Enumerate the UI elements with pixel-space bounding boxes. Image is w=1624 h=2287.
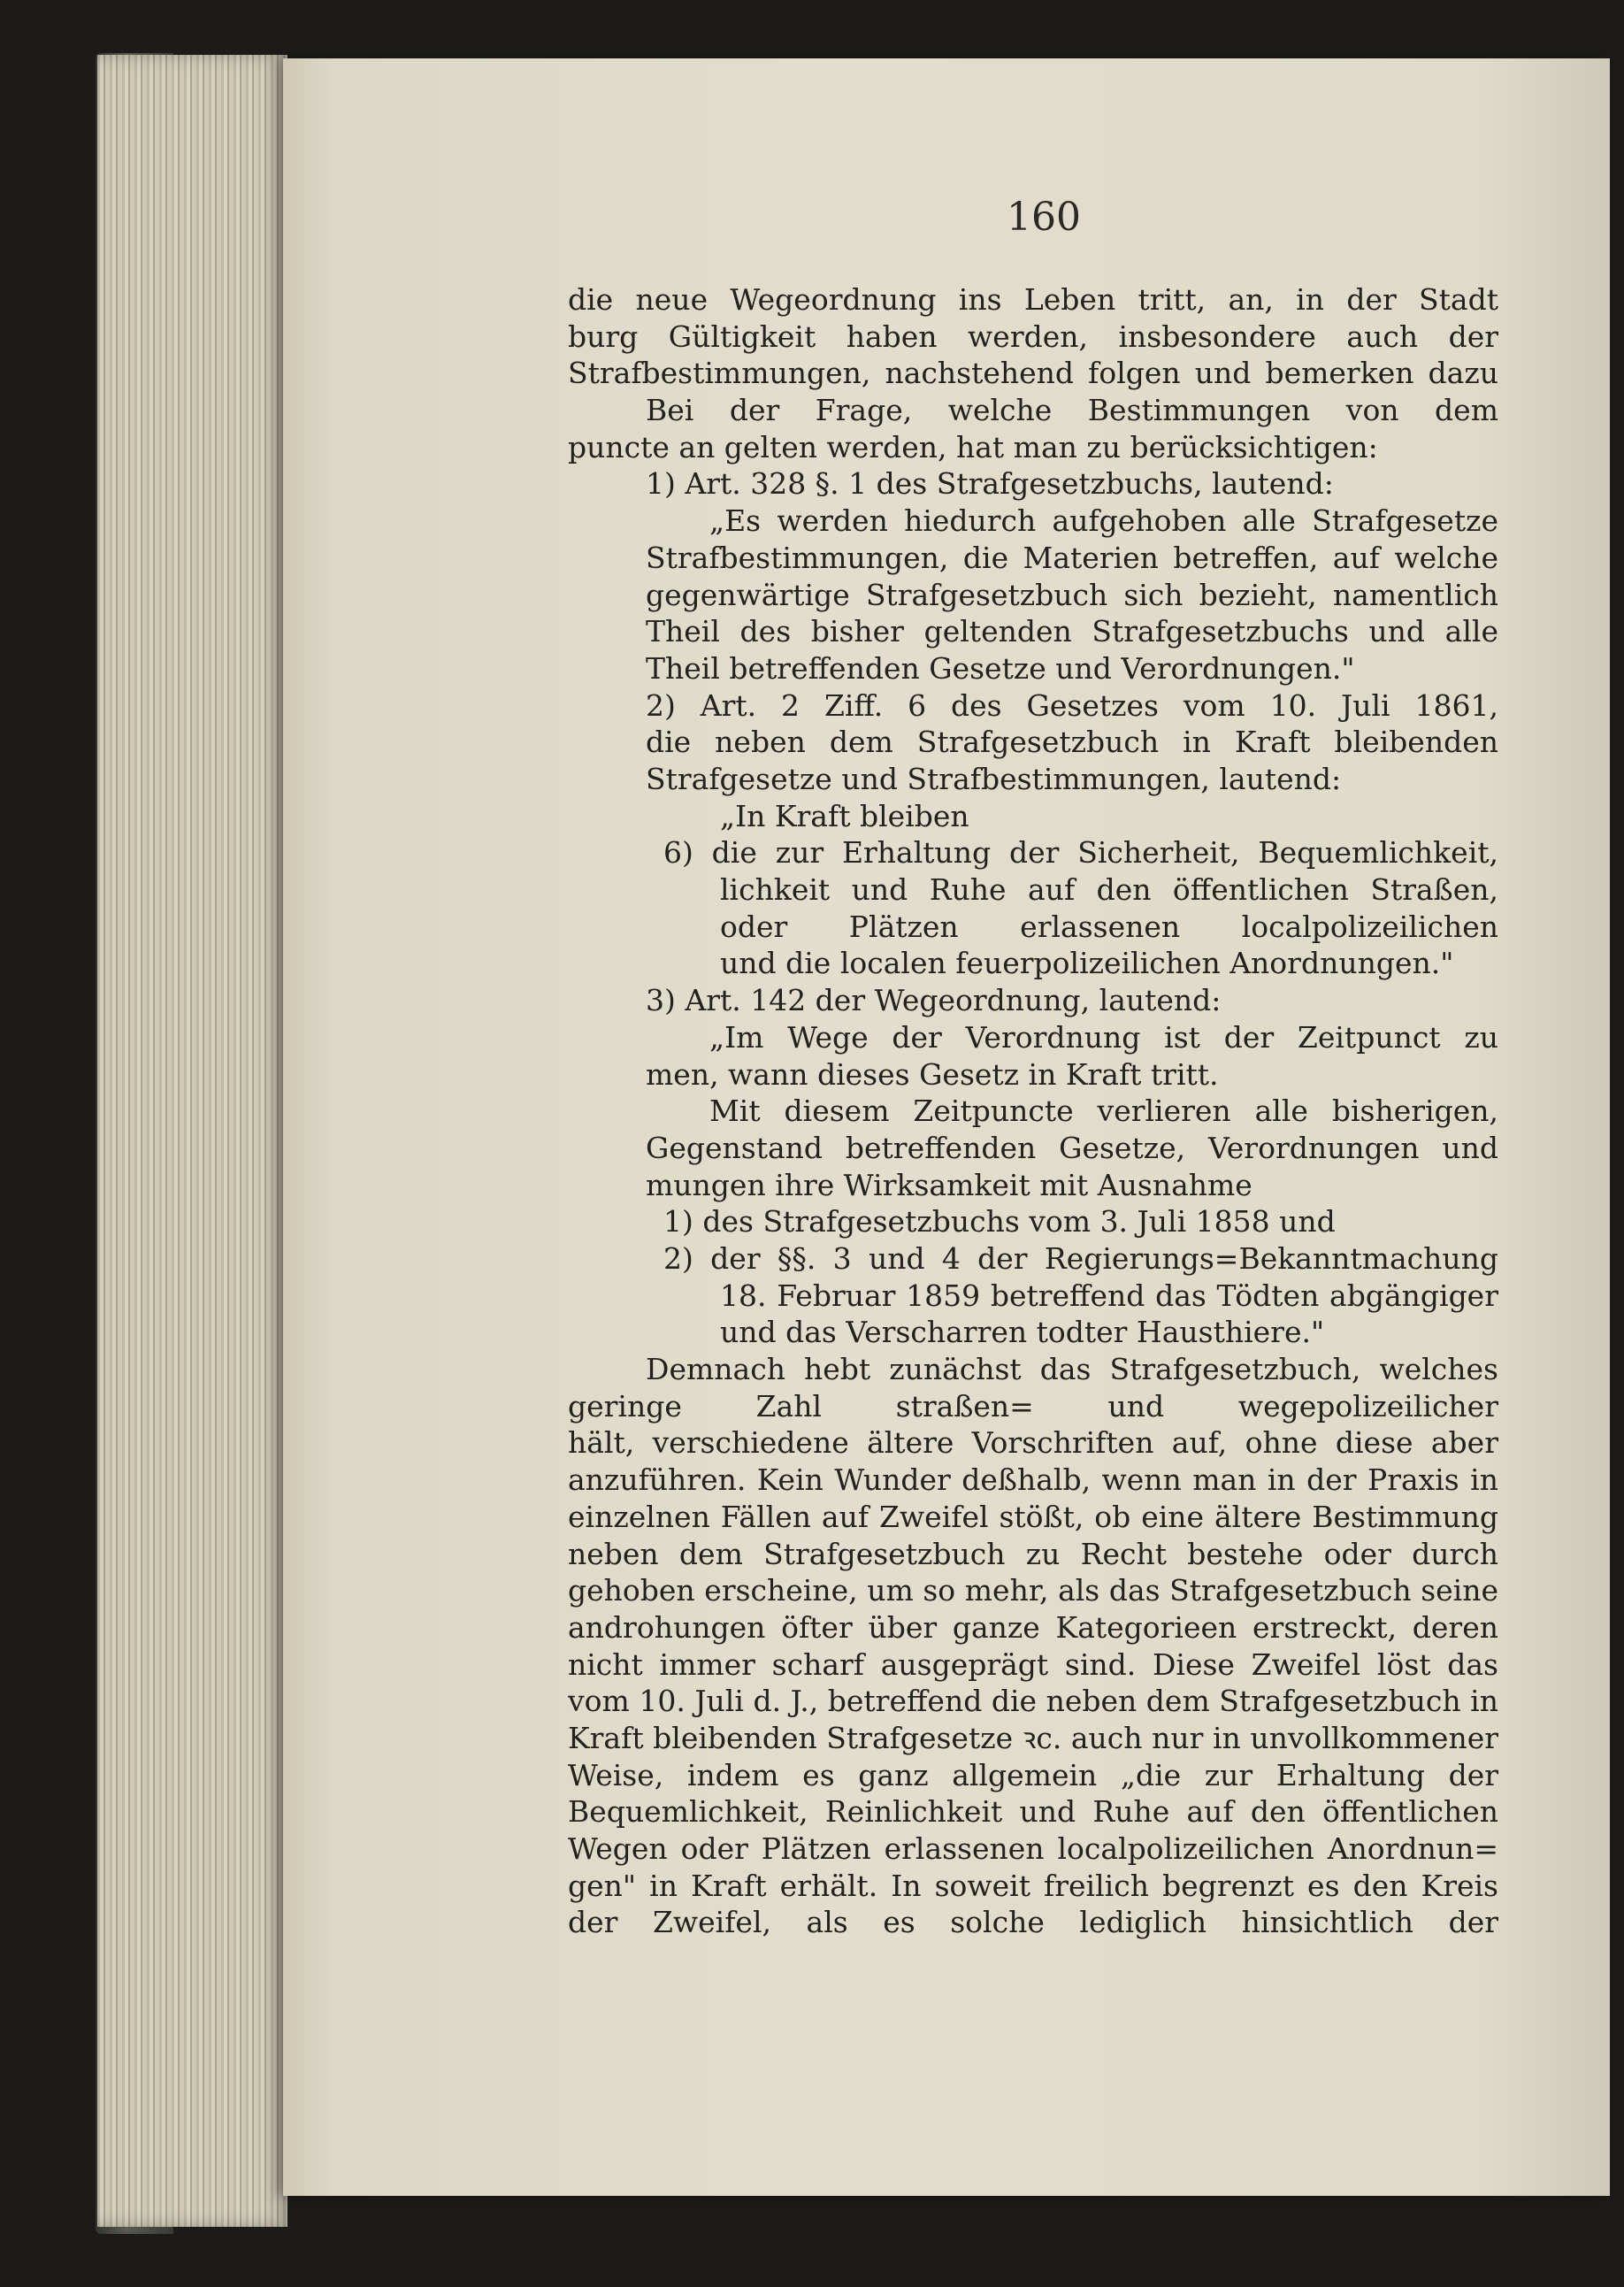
text-line: 1) Art. 328 §. 1 des Strafgesetzbuchs, lautend: (646, 466, 1334, 502)
text-line: „In Kraft bleiben (720, 798, 969, 833)
text-line: androhungen öfter über ganze Kategorieen erstreckt, deren (568, 1609, 1498, 1645)
text-line: 2) Art. 2 Ziff. 6 des Gesetzes vom 10. Juli 1861, (646, 687, 1498, 723)
text-line: die neue Wegeordnung ins Leben tritt, an, in der Stadt (568, 282, 1498, 317)
text-line: gen" in Kraft erhält. In soweit freilich begrenzt es den Kreis (568, 1868, 1498, 1903)
text-line: Strafbestimmungen, die Materien betreffen, auf welche (646, 540, 1498, 575)
text-line: und das Verscharren todter Hausthiere." (720, 1315, 1325, 1350)
text-line: oder Plätzen erlassenen localpolizeilichen (720, 909, 1498, 944)
text-line: mungen ihre Wirksamkeit mit Ausnahme (646, 1167, 1252, 1202)
text-line: lichkeit und Ruhe auf den öffentlichen Straßen, (720, 872, 1498, 908)
text-line: hält, verschiedene ältere Vorschriften auf, ohne diese aber (568, 1425, 1498, 1461)
text-line: 1) des Strafgesetzbuchs vom 3. Juli 1858 und (663, 1204, 1336, 1239)
text-line: die neben dem Strafgesetzbuch in Kraft bleibenden (646, 725, 1498, 760)
text-line: 18. Februar 1859 betreffend das Tödten abgängiger (720, 1278, 1498, 1313)
text-line: anzuführen. Kein Wunder deßhalb, wenn man in der Praxis in (568, 1462, 1498, 1498)
text-line: nicht immer scharf ausgeprägt sind. Diese Zweifel löst das (568, 1646, 1498, 1682)
text-line: 2) der §§. 3 und 4 der Regierungs=Bekanntmachung (663, 1241, 1498, 1277)
text-line: Mit diesem Zeitpuncte verlieren alle bisherigen, (709, 1094, 1498, 1129)
text-line: Demnach hebt zunächst das Strafgesetzbuch, welches (646, 1352, 1498, 1387)
text-line: gegenwärtige Strafgesetzbuch sich bezieht, namentlich (646, 577, 1498, 612)
text-line: gehoben erscheine, um so mehr, als das Strafgesetzbuch seine (568, 1573, 1498, 1608)
text-line: neben dem Strafgesetzbuch zu Recht bestehe oder durch (568, 1536, 1498, 1571)
text-line: der Zweifel, als es solche lediglich hinsichtlich der (568, 1905, 1498, 1940)
text-line: vom 10. Juli d. J., betreffend die neben dem Strafgesetzbuch in (568, 1684, 1498, 1719)
text-line: Weise, indem es ganz allgemein „die zur Erhaltung der (568, 1757, 1498, 1792)
body-text (568, 281, 1498, 1941)
text-line: Bequemlichkeit, Reinlichkeit und Ruhe auf den öffentlichen (568, 1794, 1498, 1830)
text-line: und die localen feuerpolizeilichen Anordnungen." (720, 946, 1454, 981)
text-line: puncte an gelten werden, hat man zu berücksichtigen: (568, 429, 1378, 464)
text-line: Strafgesetze und Strafbestimmungen, lautend: (646, 761, 1342, 796)
text-line: men, wann dieses Gesetz in Kraft tritt. (646, 1056, 1219, 1092)
text-line: Bei der Frage, welche Bestimmungen von dem (646, 393, 1498, 428)
text-line: Kraft bleibenden Strafgesetze ꝛc. auch nur in unvollkommener (568, 1720, 1498, 1755)
page-number: 160 (1007, 195, 1081, 240)
text-line: burg Gültigkeit haben werden, insbesondere auch der (568, 318, 1498, 354)
text-line: einzelnen Fällen auf Zweifel stößt, ob eine ältere Bestimmung (568, 1499, 1498, 1534)
text-line: Wegen oder Plätzen erlassenen localpolizeilichen Anordnun= (568, 1831, 1498, 1867)
text-line: Strafbestimmungen, nachstehend folgen und bemerken dazu (568, 356, 1498, 391)
text-line: „Es werden hiedurch aufgehoben alle Strafgesetze (709, 503, 1498, 539)
text-line: 6) die zur Erhaltung der Sicherheit, Bequemlichkeit, (663, 835, 1498, 871)
page-edges (97, 55, 287, 2227)
text-line: Theil betreffenden Gesetze und Verordnungen." (646, 650, 1355, 686)
text-line: Theil des bisher geltenden Strafgesetzbuchs und alle (646, 614, 1498, 649)
text-line: Gegenstand betreffenden Gesetze, Verordnungen und (646, 1130, 1498, 1165)
text-line: geringe Zahl straßen= und wegepolizeilicher (568, 1388, 1498, 1424)
text-line: „Im Wege der Verordnung ist der Zeitpunct zu (709, 1019, 1498, 1055)
text-line: 3) Art. 142 der Wegeordnung, lautend: (646, 983, 1222, 1018)
